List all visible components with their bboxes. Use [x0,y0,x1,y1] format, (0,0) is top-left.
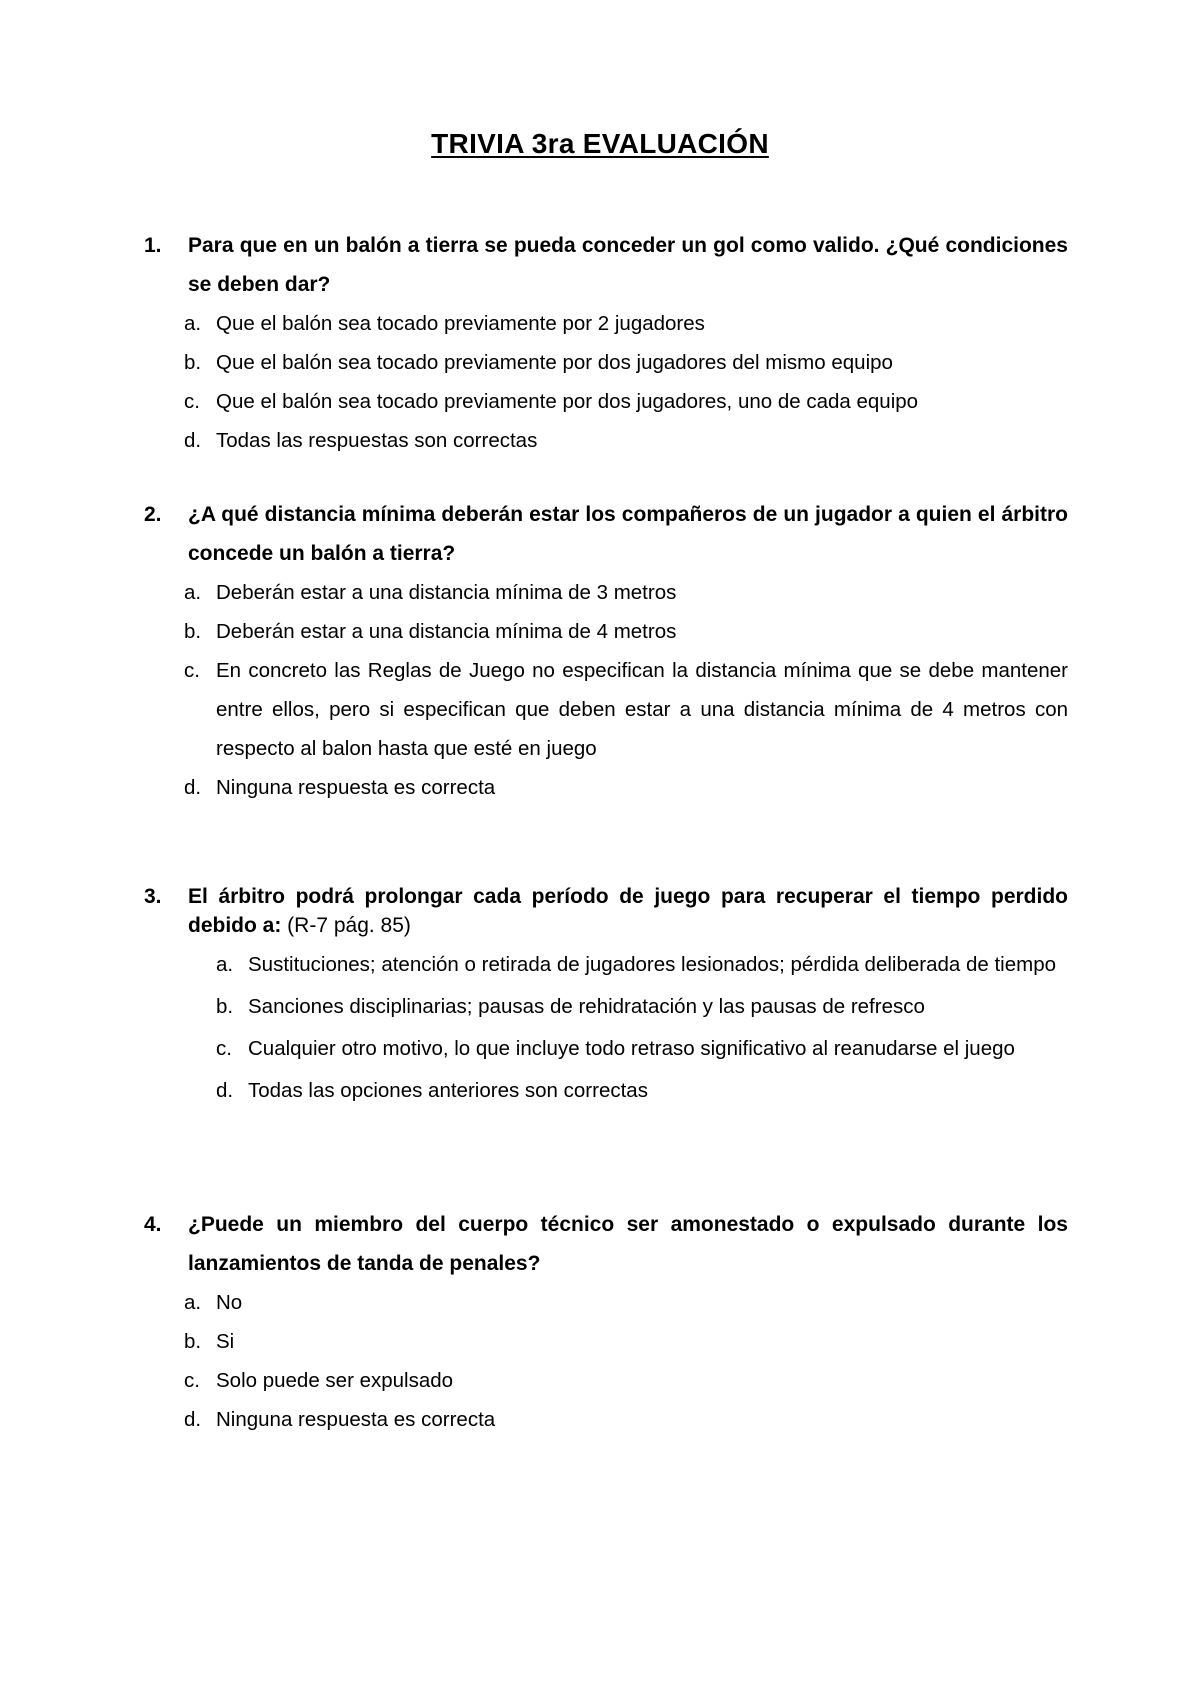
question-number: 3. [144,885,162,908]
option-b [184,1322,1068,1361]
question-number: 4. [144,1213,162,1236]
option-text: No [216,1291,243,1314]
question-text: ¿A qué distancia mínima deberán estar los compañeros de un jugador a quien el árbitro concede un balón a tierra? [188,503,1068,565]
question-2-heading [144,495,1068,573]
option-text: Todas las respuestas son correctas [216,429,538,452]
option-a [184,304,1068,343]
options-list [216,950,1068,1105]
option-letter: c. [184,1369,200,1392]
option-letter: a. [184,581,202,604]
option-text: Cualquier otro motivo, lo que incluye todo retraso significativo al reanudarse el juego [248,1037,1015,1060]
question-3 [144,882,1068,1118]
option-letter: a. [216,953,234,976]
option-b [216,992,1068,1021]
rule-reference: (R-7 pág. 85) [281,914,411,937]
option-d [184,768,1068,807]
option-a [184,573,1068,612]
question-text: El árbitro podrá prolongar cada período de juego para recuperar el tiempo perdido debido a: [188,885,1068,937]
option-d [216,1076,1068,1105]
option-text: Que el balón sea tocado previamente por dos jugadores del mismo equipo [216,351,893,374]
option-letter: b. [184,620,202,643]
option-letter: c. [184,390,200,413]
option-letter: b. [216,995,234,1018]
option-letter: d. [184,1408,202,1431]
question-3-heading [144,882,1068,940]
option-text: Que el balón sea tocado previamente por 2 jugadores [216,312,705,335]
option-letter: d. [184,776,202,799]
option-text: En concreto las Reglas de Juego no especifican la distancia mínima que se debe mantener entre ellos, pero si especifican que deben estar a una distancia mínima de 4 metros con respecto al balon hasta que esté en juego [216,659,1068,760]
option-b [184,343,1068,382]
question-1 [144,226,1068,460]
question-text: Para que en un balón a tierra se pueda conceder un gol como valido. ¿Qué condiciones se deben dar? [188,234,1068,296]
option-letter: c. [216,1037,232,1060]
option-letter: d. [184,429,202,452]
question-4-heading [144,1205,1068,1283]
question-text: ¿Puede un miembro del cuerpo técnico ser amonestado o expulsado durante los lanzamientos de tanda de penales? [188,1213,1068,1275]
options-list [184,1283,1068,1439]
option-c [184,382,1068,421]
option-text: Deberán estar a una distancia mínima de 3 metros [216,581,677,604]
option-text: Deberán estar a una distancia mínima de 4 metros [216,620,677,643]
question-2 [144,495,1068,807]
option-text: Todas las opciones anteriores son correctas [248,1079,648,1102]
option-letter: c. [184,659,200,682]
option-text: Si [216,1330,235,1353]
option-text: Ninguna respuesta es correcta [216,776,496,799]
option-text: Sustituciones; atención o retirada de jugadores lesionados; pérdida deliberada de tiempo [248,953,1057,976]
question-number: 1. [144,234,162,257]
option-b [184,612,1068,651]
option-c [184,1361,1068,1400]
option-text: Que el balón sea tocado previamente por dos jugadores, uno de cada equipo [216,390,919,413]
option-letter: d. [216,1079,234,1102]
option-d [184,1400,1068,1439]
option-text: Sanciones disciplinarias; pausas de rehidratación y las pausas de refresco [248,995,925,1018]
option-letter: a. [184,312,202,335]
option-text: Solo puede ser expulsado [216,1369,454,1392]
question-number: 2. [144,503,162,526]
question-1-heading [144,226,1068,304]
option-text: Ninguna respuesta es correcta [216,1408,496,1431]
option-a [216,950,1068,979]
page-title: TRIVIA 3ra EVALUACIÓN [431,128,769,159]
option-c [184,651,1068,768]
question-4 [144,1205,1068,1439]
options-list [184,573,1068,807]
option-letter: b. [184,351,202,374]
options-list [184,304,1068,460]
option-letter: b. [184,1330,202,1353]
option-a [184,1283,1068,1322]
option-c [216,1034,1068,1063]
option-letter: a. [184,1291,202,1314]
option-d [184,421,1068,460]
